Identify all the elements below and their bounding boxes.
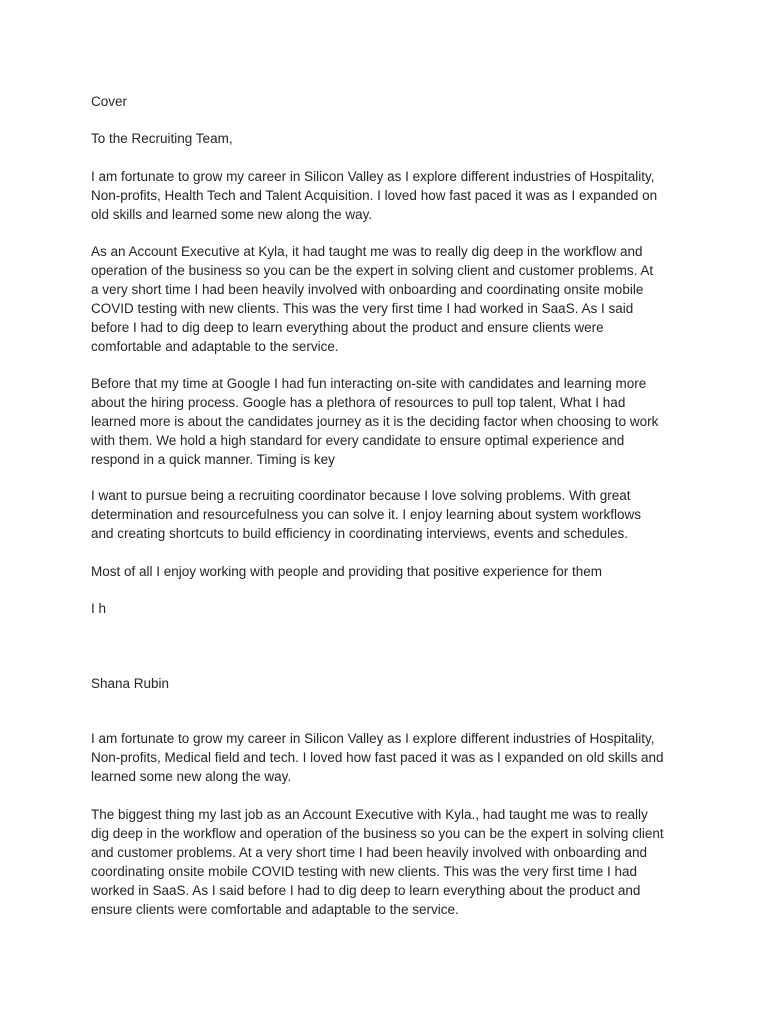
paragraph-intro-alt: I am fortunate to grow my career in Silicon Valley as I explore different industries of Hospitality, Non-profits, Medical field and tech. I loved how fast paced it was as I expanded on old skills and learned some new along the way. xyxy=(91,731,664,784)
paragraph-kyla: As an Account Executive at Kyla, it had taught me was to really dig deep in the workflow and operation of the business so you can be the expert in solving client and customer problems. At a very short time I had been heavily involved with onboarding and coordinating onsite mobile COVID testing with new clients. This was the very first time I had worked in SaaS. As I said before I had to dig deep to learn everything about the product and ensure clients were comfortable and adaptable to the service. xyxy=(91,244,654,354)
paragraph-closing: Most of all I enjoy working with people and providing that positive experience for them xyxy=(91,564,603,579)
text-fragment: I h xyxy=(91,601,107,616)
document-heading: Cover xyxy=(91,94,128,109)
signature-name: Shana Rubin xyxy=(91,676,170,691)
salutation: To the Recruiting Team, xyxy=(91,131,233,146)
paragraph-kyla-alt: The biggest thing my last job as an Account Executive with Kyla., had taught me was to really dig deep in the workflow and operation of the business so you can be the expert in solving client and customer problems. At a very short time I had been heavily involved with onboarding and coordinating onsite mobile COVID testing with new clients. This was the very first time I had worked in SaaS. As I said before I had to dig deep to learn everything about the product and ensure clients were comfortable and adaptable to the service. xyxy=(91,807,664,917)
paragraph-google: Before that my time at Google I had fun interacting on-site with candidates and learning more about the hiring process. Google has a plethora of resources to pull top talent, What I had learned more is about the candidates journey as it is the deciding factor when choosing to work with them. We hold a high standard for every candidate to ensure optimal experience and respond in a quick manner. Timing is key xyxy=(91,376,659,467)
paragraph-intro: I am fortunate to grow my career in Silicon Valley as I explore different industries of Hospitality, Non-profits, Health Tech and Talent Acquisition. I loved how fast paced it was as I expanded on old skills and learned some new along the way. xyxy=(91,169,658,222)
paragraph-motivation: I want to pursue being a recruiting coordinator because I love solving problems. With great determination and resourcefulness you can solve it. I enjoy learning about system workflows and creating shortcuts to build efficiency in coordinating interviews, events and schedules. xyxy=(91,488,642,541)
